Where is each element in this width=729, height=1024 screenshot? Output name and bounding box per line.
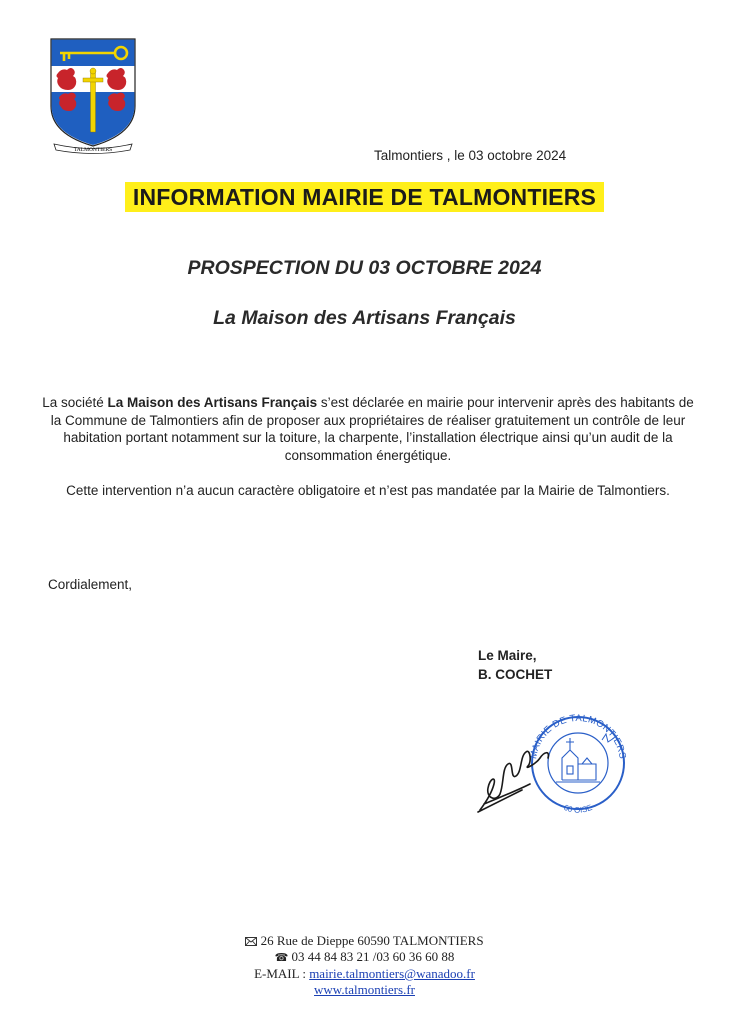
svg-text:60 OISE [562,803,593,815]
footer-address-line [0,933,729,949]
footer-address: 26 Rue de Dieppe 60590 TALMONTIERS [260,933,484,948]
para1-rest: s’est déclarée en mairie pour intervenir après des habitants de la Commune de Talmontiers afin de proposer aux propriétaires de réaliser gratuitement un contrôle de leur habitation portant notamment sur la toiture, la charpente, l’installation électrique ainsi qu’un audit de la consommation énergétique. [50,395,694,463]
signature-name: B. COCHET [478,667,553,682]
page-title-text: INFORMATION MAIRIE DE TALMONTIERS [125,182,604,212]
signature-block [478,646,552,684]
closing: Cordialement, [48,577,133,592]
email-link[interactable]: mairie.talmontiers@wanadoo.fr [309,966,475,981]
official-stamp [528,713,628,815]
phone-icon: ☎ [274,951,289,964]
church-icon [556,738,600,782]
para1-prefix: La société [42,395,108,410]
footer-phone: 03 44 84 83 21 /03 60 36 60 88 [291,949,455,964]
body-paragraph-2: Cette intervention n’a aucun caractère obligatoire et n’est pas mandatée par la Mairie de Talmontiers. [66,483,670,498]
body-paragraph-1 [36,394,700,464]
subtitle: PROSPECTION DU 03 OCTOBRE 2024 [187,257,542,279]
stamp-top-text: MAIRIE DE TALMONTIERS [528,712,628,760]
signature-and-stamp [470,706,630,818]
footer [0,933,729,998]
footer-website-line [0,982,729,998]
coat-of-arms [48,36,138,156]
company-title: La Maison des Artisans Français [213,307,516,329]
crest-motto: TALMONTIERS [73,147,113,153]
footer-email-line [0,966,729,982]
date-line: Talmontiers , le 03 octobre 2024 [374,148,567,163]
envelope-icon [245,937,257,946]
stamp-bottom-text: 60 OISE [562,802,594,815]
handwritten-signature [478,751,548,812]
footer-email-label: E-MAIL : [254,966,310,981]
page-title [0,184,729,211]
website-link[interactable]: www.talmontiers.fr [314,982,415,997]
footer-phone-line [0,949,729,966]
para1-company: La Maison des Artisans Français [107,395,318,410]
signature-title: Le Maire, [478,648,537,663]
svg-text:MAIRIE DE TALMONTIERS [528,713,628,760]
